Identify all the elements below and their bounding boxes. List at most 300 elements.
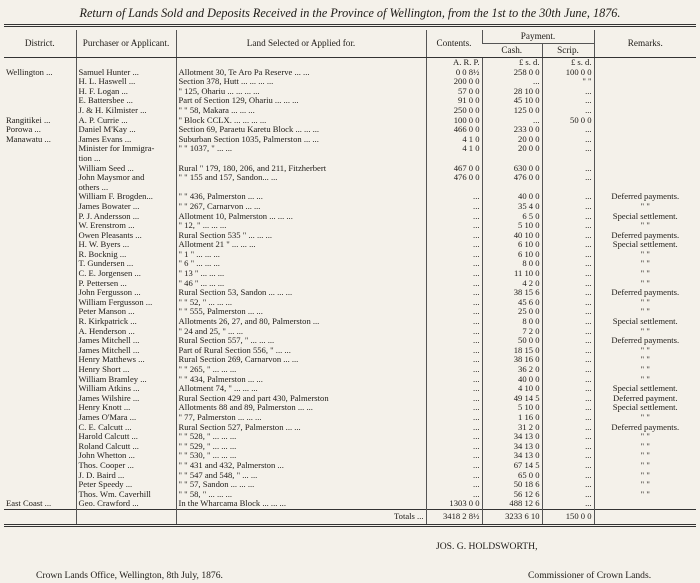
table-row — [4, 183, 696, 193]
totals-label: Totals ... — [176, 509, 426, 525]
cell-purchaser: Daniel M'Kay ... — [76, 125, 176, 135]
cell-contents: ... — [426, 202, 482, 212]
cell-land: Rural Section 429 and part 430, Palmerston — [176, 394, 426, 404]
table-row — [4, 192, 696, 202]
cell-district — [4, 413, 76, 423]
cell-purchaser: John Whetton ... — [76, 451, 176, 461]
cell-purchaser: Thos. Wm. Caverhill — [76, 490, 176, 500]
cell-scrip: ... — [542, 461, 594, 471]
cell-remarks: Deferred payments. — [594, 192, 696, 202]
cell-cash: 258 0 0 — [482, 68, 542, 78]
cell-land: " " 155 and 157, Sandon... ... — [176, 173, 426, 183]
cell-scrip: ... — [542, 192, 594, 202]
cell-scrip: ... — [542, 164, 594, 174]
table-row — [4, 279, 696, 289]
cell-contents: ... — [426, 365, 482, 375]
signature-title: Commissioner of Crown Lands. — [528, 570, 652, 581]
cell-purchaser: Peter Speedy ... — [76, 480, 176, 490]
cell-remarks: " " — [594, 298, 696, 308]
cell-scrip: ... — [542, 471, 594, 481]
cell-contents: ... — [426, 480, 482, 490]
table-row — [4, 77, 696, 87]
cell-contents: ... — [426, 279, 482, 289]
cell-remarks: " " — [594, 259, 696, 269]
cell-cash: 20 0 0 — [482, 144, 542, 154]
cell-remarks: " " — [594, 221, 696, 231]
cell-land: Section 378, Hutt ... ... ... ... — [176, 77, 426, 87]
cell-purchaser: P. Pettersen ... — [76, 279, 176, 289]
table-row — [4, 298, 696, 308]
cell-remarks: " " — [594, 355, 696, 365]
cell-purchaser: C. E. Calcutt ... — [76, 423, 176, 433]
cell-district: Manawatu ... — [6, 134, 51, 144]
cell-purchaser: R. Bocknig ... — [76, 250, 176, 260]
cell-remarks: " " — [594, 413, 696, 423]
cell-scrip: ... — [542, 490, 594, 500]
cell-cash: 45 6 0 — [482, 298, 542, 308]
cell-purchaser: John Fergusson ... — [76, 288, 176, 298]
cell-scrip: ... — [542, 202, 594, 212]
cell-purchaser: James Wilshire ... — [76, 394, 176, 404]
cell-land: Rural Section 269, Carnarvon ... ... — [176, 355, 426, 365]
table-row — [4, 480, 696, 490]
cell-contents: 0 0 8½ — [426, 68, 482, 78]
cell-cash: 38 15 6 — [482, 288, 542, 298]
cell-cash — [482, 183, 542, 193]
cell-scrip — [542, 154, 594, 164]
cell-scrip: ... — [542, 221, 594, 231]
cell-purchaser: William Fergusson ... — [76, 298, 176, 308]
cell-contents: ... — [426, 394, 482, 404]
cell-contents: ... — [426, 317, 482, 327]
cell-scrip: ... — [542, 403, 594, 413]
cell-purchaser: E. Battersbee ... — [76, 96, 176, 106]
cell-cash: 40 0 0 — [482, 192, 542, 202]
cell-remarks — [594, 173, 696, 183]
cell-contents: ... — [426, 259, 482, 269]
cell-land: Allotment 21 " ... ... ... — [176, 240, 426, 250]
table-row — [4, 442, 696, 452]
cell-district — [4, 355, 76, 365]
cell-contents: ... — [426, 432, 482, 442]
cell-cash: 67 14 5 — [482, 461, 542, 471]
header-contents-label: Contents. — [436, 38, 472, 48]
cell-remarks: " " — [594, 490, 696, 500]
cell-district — [4, 96, 76, 106]
cell-purchaser: Roland Calcutt ... — [76, 442, 176, 452]
header-contents — [426, 30, 482, 58]
cell-scrip: " " — [542, 77, 594, 87]
office-dateline: Crown Lands Office, Wellington, 8th July, 1876. — [36, 570, 223, 581]
cell-purchaser: William F. Brogden... — [76, 192, 176, 202]
cell-cash: 40 10 0 — [482, 231, 542, 241]
cell-remarks: Deferred payments. — [594, 423, 696, 433]
cell-scrip: ... — [542, 365, 594, 375]
cell-land: " 77, Palmerston ... ... ... — [176, 413, 426, 423]
cell-contents: 4 1 0 — [426, 135, 482, 145]
cell-cash: 34 13 0 — [482, 432, 542, 442]
cell-land: " 13 " ... ... ... — [176, 269, 426, 279]
cell-district — [4, 183, 76, 193]
cell-purchaser: Minister for Immigra- — [76, 144, 176, 154]
cell-remarks: Deferred payments. — [594, 336, 696, 346]
cell-scrip: ... — [542, 317, 594, 327]
cell-contents: ... — [426, 336, 482, 346]
table-row — [4, 240, 696, 250]
cell-remarks: Deferred payments. — [594, 288, 696, 298]
cell-district — [4, 269, 76, 279]
cell-purchaser: James Mitchell ... — [76, 336, 176, 346]
cell-scrip: ... — [542, 231, 594, 241]
cell-district — [4, 192, 76, 202]
cell-district — [4, 307, 76, 317]
cell-cash: 34 13 0 — [482, 442, 542, 452]
cell-scrip: ... — [542, 413, 594, 423]
cell-scrip: ... — [542, 384, 594, 394]
cell-scrip: ... — [542, 106, 594, 116]
cell-contents: 200 0 0 — [426, 77, 482, 87]
cell-district — [4, 279, 76, 289]
cell-purchaser: William Atkins ... — [76, 384, 176, 394]
cell-purchaser: Thos. Cooper ... — [76, 461, 176, 471]
cell-purchaser: T. Gundersen ... — [76, 259, 176, 269]
cell-purchaser: Henry Matthews ... — [76, 355, 176, 365]
cell-purchaser: Owen Pleasants ... — [76, 231, 176, 241]
cell-land: " " 529, " ... ... ... — [176, 442, 426, 452]
cell-land: Allotments 88 and 89, Palmerston ... ... — [176, 403, 426, 413]
cell-remarks: Special settlement. — [594, 384, 696, 394]
cell-cash: 5 10 0 — [482, 221, 542, 231]
cell-district — [4, 77, 76, 87]
cell-contents: ... — [426, 471, 482, 481]
cell-land: Part of Section 129, Ohariu ... ... ... — [176, 96, 426, 106]
cell-scrip: ... — [542, 212, 594, 222]
cell-cash: 36 2 0 — [482, 365, 542, 375]
cell-remarks: " " — [594, 346, 696, 356]
cell-contents: ... — [426, 451, 482, 461]
cell-purchaser: Harold Calcutt ... — [76, 432, 176, 442]
cell-land — [176, 183, 426, 193]
cell-contents: 4 1 0 — [426, 144, 482, 154]
cell-cash — [482, 154, 542, 164]
cell-remarks: " " — [594, 250, 696, 260]
totals-scrip: 150 0 0 — [542, 509, 594, 525]
cell-cash: 20 0 0 — [482, 135, 542, 145]
cell-remarks — [594, 135, 696, 145]
cell-remarks — [594, 125, 696, 135]
cell-land: " 1 " ... ... ... — [176, 250, 426, 260]
cell-district: Rangitikei ... — [6, 115, 51, 125]
cell-district — [4, 423, 76, 433]
cell-district — [4, 461, 76, 471]
cell-cash: 6 10 0 — [482, 240, 542, 250]
cell-contents: ... — [426, 231, 482, 241]
cell-remarks: " " — [594, 202, 696, 212]
cell-purchaser: tion ... — [76, 154, 176, 164]
cell-remarks: Special settlement. — [594, 317, 696, 327]
cell-contents: ... — [426, 490, 482, 500]
cell-district — [4, 202, 76, 212]
cell-contents — [426, 154, 482, 164]
cell-purchaser: James Mitchell ... — [76, 346, 176, 356]
title-rule-double — [4, 26, 696, 27]
cell-land: " 46 " ... ... ... — [176, 279, 426, 289]
cell-district — [4, 394, 76, 404]
header-payment: Payment. — [482, 30, 594, 44]
cell-remarks: " " — [594, 461, 696, 471]
cell-scrip: ... — [542, 480, 594, 490]
cell-purchaser: Samuel Hunter ... — [76, 68, 176, 78]
cell-district — [4, 288, 76, 298]
cell-cash: ... — [482, 116, 542, 126]
cell-contents: ... — [426, 307, 482, 317]
cell-remarks: " " — [594, 442, 696, 452]
cell-land: Rural Section 527, Palmerston ... ... — [176, 423, 426, 433]
cell-remarks: " " — [594, 365, 696, 375]
cell-scrip: ... — [542, 346, 594, 356]
cell-purchaser: J. & H. Kilmister ... — [76, 106, 176, 116]
cell-scrip: ... — [542, 279, 594, 289]
cell-remarks — [594, 77, 696, 87]
cell-district — [4, 471, 76, 481]
cell-district — [4, 154, 76, 164]
cell-land: " " 431 and 432, Palmerston ... — [176, 461, 426, 471]
cell-remarks: Special settlement. — [594, 403, 696, 413]
cell-district — [4, 442, 76, 452]
table-row — [4, 432, 696, 442]
cell-cash: 50 18 6 — [482, 480, 542, 490]
cell-cash: ... — [482, 77, 542, 87]
totals-row — [4, 509, 696, 525]
header-cash: Cash. — [482, 44, 542, 58]
cell-remarks: " " — [594, 279, 696, 289]
cell-scrip: ... — [542, 432, 594, 442]
cell-district — [4, 221, 76, 231]
table-row — [4, 259, 696, 269]
cell-remarks: Deferred payment. — [594, 394, 696, 404]
cell-district — [4, 173, 76, 183]
cell-district — [4, 240, 76, 250]
units-scrip: £ s. d. — [542, 58, 594, 68]
cell-contents: ... — [426, 461, 482, 471]
cell-scrip: ... — [542, 336, 594, 346]
cell-cash: 65 0 0 — [482, 471, 542, 481]
cell-remarks — [594, 106, 696, 116]
cell-district — [4, 432, 76, 442]
cell-purchaser: James O'Mara ... — [76, 413, 176, 423]
cell-cash: 56 12 6 — [482, 490, 542, 500]
cell-remarks: " " — [594, 480, 696, 490]
cell-cash: 630 0 0 — [482, 164, 542, 174]
cell-cash: 4 2 0 — [482, 279, 542, 289]
cell-land: " " 265, " ... ... ... — [176, 365, 426, 375]
cell-scrip: ... — [542, 125, 594, 135]
cell-land: Rural Section 53, Sandon ... ... ... — [176, 288, 426, 298]
cell-remarks — [594, 144, 696, 154]
cell-land: Suburban Section 1035, Palmerston ... ... — [176, 135, 426, 145]
cell-land: " " 1037, " ... ... — [176, 144, 426, 154]
cell-purchaser: A. Henderson ... — [76, 327, 176, 337]
cell-scrip: ... — [542, 327, 594, 337]
cell-district — [4, 490, 76, 500]
cell-land: Part of Rural Section 556, " ... ... — [176, 346, 426, 356]
cell-contents — [426, 183, 482, 193]
cell-contents: ... — [426, 327, 482, 337]
cell-land: " " 58, " ... ... ... — [176, 490, 426, 500]
cell-contents: 250 0 0 — [426, 106, 482, 116]
cell-cash: 233 0 0 — [482, 125, 542, 135]
cell-scrip: ... — [542, 307, 594, 317]
table-row — [4, 144, 696, 154]
cell-cash: 4 10 0 — [482, 384, 542, 394]
cell-contents: ... — [426, 288, 482, 298]
signature: JOS. G. HOLDSWORTH, — [436, 541, 538, 552]
cell-purchaser: John Maysmor and — [76, 173, 176, 183]
cell-remarks: Special settlement. — [594, 212, 696, 222]
cell-remarks — [594, 183, 696, 193]
header-scrip: Scrip. — [542, 44, 594, 58]
cell-remarks: Deferred payments. — [594, 231, 696, 241]
cell-purchaser: James Bowater ... — [76, 202, 176, 212]
table-row — [4, 212, 696, 222]
table-row — [4, 461, 696, 471]
table-row — [4, 231, 696, 241]
cell-scrip — [542, 183, 594, 193]
cell-scrip: ... — [542, 499, 594, 509]
cell-cash: 49 14 5 — [482, 394, 542, 404]
table-row — [4, 413, 696, 423]
cell-contents: 1303 0 0 — [426, 499, 482, 509]
cell-scrip: ... — [542, 96, 594, 106]
cell-land: " " 57, Sandon ... ... ... — [176, 480, 426, 490]
cell-scrip: ... — [542, 259, 594, 269]
cell-scrip: ... — [542, 87, 594, 97]
cell-district — [4, 317, 76, 327]
cell-land: " 125, Ohariu ... ... ... ... — [176, 87, 426, 97]
cell-district — [4, 250, 76, 260]
table-row — [4, 346, 696, 356]
cell-scrip: 100 0 0 — [542, 68, 594, 78]
cell-scrip: ... — [542, 240, 594, 250]
cell-scrip: ... — [542, 442, 594, 452]
table-row — [4, 490, 696, 500]
cell-district — [4, 87, 76, 97]
cell-contents: ... — [426, 355, 482, 365]
table-row — [4, 375, 696, 385]
table-row — [4, 106, 696, 116]
cell-district: Wellington ... — [6, 67, 53, 77]
cell-land: " " 436, Palmerston ... ... — [176, 192, 426, 202]
cell-cash: 8 0 0 — [482, 317, 542, 327]
cell-cash: 8 0 0 — [482, 259, 542, 269]
lands-return-table — [4, 30, 696, 527]
cell-purchaser: James Evans ... — [76, 135, 176, 145]
table-row — [4, 135, 696, 145]
cell-land: " 12, " ... ... ... — [176, 221, 426, 231]
cell-land: " " 530, " ... ... ... — [176, 451, 426, 461]
cell-district — [4, 212, 76, 222]
table-row — [4, 365, 696, 375]
table-row — [4, 68, 696, 78]
cell-contents: ... — [426, 221, 482, 231]
cell-scrip: ... — [542, 298, 594, 308]
cell-purchaser: R. Kirkpatrick ... — [76, 317, 176, 327]
cell-district: Porowa ... — [6, 125, 41, 135]
table-row — [4, 96, 696, 106]
cell-land: " Block CCLX. ... ... ... ... — [176, 116, 426, 126]
cell-contents: ... — [426, 375, 482, 385]
cell-land: Allotment 30, Te Aro Pa Reserve ... ... — [176, 68, 426, 78]
table-row — [4, 384, 696, 394]
cell-purchaser: A. P. Currie ... — [76, 116, 176, 126]
cell-cash: 45 10 0 — [482, 96, 542, 106]
cell-scrip: ... — [542, 451, 594, 461]
table-body — [4, 68, 696, 510]
cell-land: Allotment 10, Palmerston ... ... ... — [176, 212, 426, 222]
cell-district — [4, 375, 76, 385]
cell-land: " " 267, Carnarvon ... ... — [176, 202, 426, 212]
cell-cash: 11 10 0 — [482, 269, 542, 279]
cell-contents: ... — [426, 212, 482, 222]
cell-purchaser: H. F. Logan ... — [76, 87, 176, 97]
totals-cash: 3233 6 10 — [482, 509, 542, 525]
cell-remarks — [594, 96, 696, 106]
table-row — [4, 288, 696, 298]
cell-scrip: ... — [542, 144, 594, 154]
cell-remarks: " " — [594, 327, 696, 337]
cell-district — [4, 298, 76, 308]
cell-land — [176, 154, 426, 164]
cell-district — [4, 451, 76, 461]
cell-land: In the Wharcama Block ... ... ... — [176, 499, 426, 509]
cell-contents: 91 0 0 — [426, 96, 482, 106]
cell-cash: 34 13 0 — [482, 451, 542, 461]
table-row — [4, 87, 696, 97]
cell-land: Allotments 26, 27, and 80, Palmerston ... — [176, 317, 426, 327]
cell-contents: 57 0 0 — [426, 87, 482, 97]
cell-contents: ... — [426, 298, 482, 308]
cell-cash: 35 4 0 — [482, 202, 542, 212]
header-district: District. — [4, 30, 76, 58]
table-row — [4, 173, 696, 183]
table-row — [4, 116, 696, 126]
table-row — [4, 451, 696, 461]
cell-contents: ... — [426, 423, 482, 433]
cell-remarks — [594, 68, 696, 78]
cell-cash: 5 10 0 — [482, 403, 542, 413]
cell-remarks: " " — [594, 375, 696, 385]
cell-purchaser: J. D. Baird ... — [76, 471, 176, 481]
cell-cash: 38 16 0 — [482, 355, 542, 365]
cell-cash: 125 0 0 — [482, 106, 542, 116]
cell-district — [4, 327, 76, 337]
cell-cash: 28 10 0 — [482, 87, 542, 97]
header-land: Land Selected or Applied for. — [176, 30, 426, 58]
table-row — [4, 394, 696, 404]
cell-remarks — [594, 154, 696, 164]
cell-district: East Coast ... — [6, 499, 52, 509]
cell-district — [4, 384, 76, 394]
cell-contents: ... — [426, 346, 482, 356]
cell-land: " " 434, Palmerston ... ... — [176, 375, 426, 385]
cell-district — [4, 106, 76, 116]
table-row — [4, 327, 696, 337]
cell-land: " 24 and 25, " ... ... — [176, 327, 426, 337]
cell-purchaser: P. J. Andersson ... — [76, 212, 176, 222]
table-row — [4, 355, 696, 365]
cell-contents: ... — [426, 192, 482, 202]
cell-remarks: " " — [594, 451, 696, 461]
